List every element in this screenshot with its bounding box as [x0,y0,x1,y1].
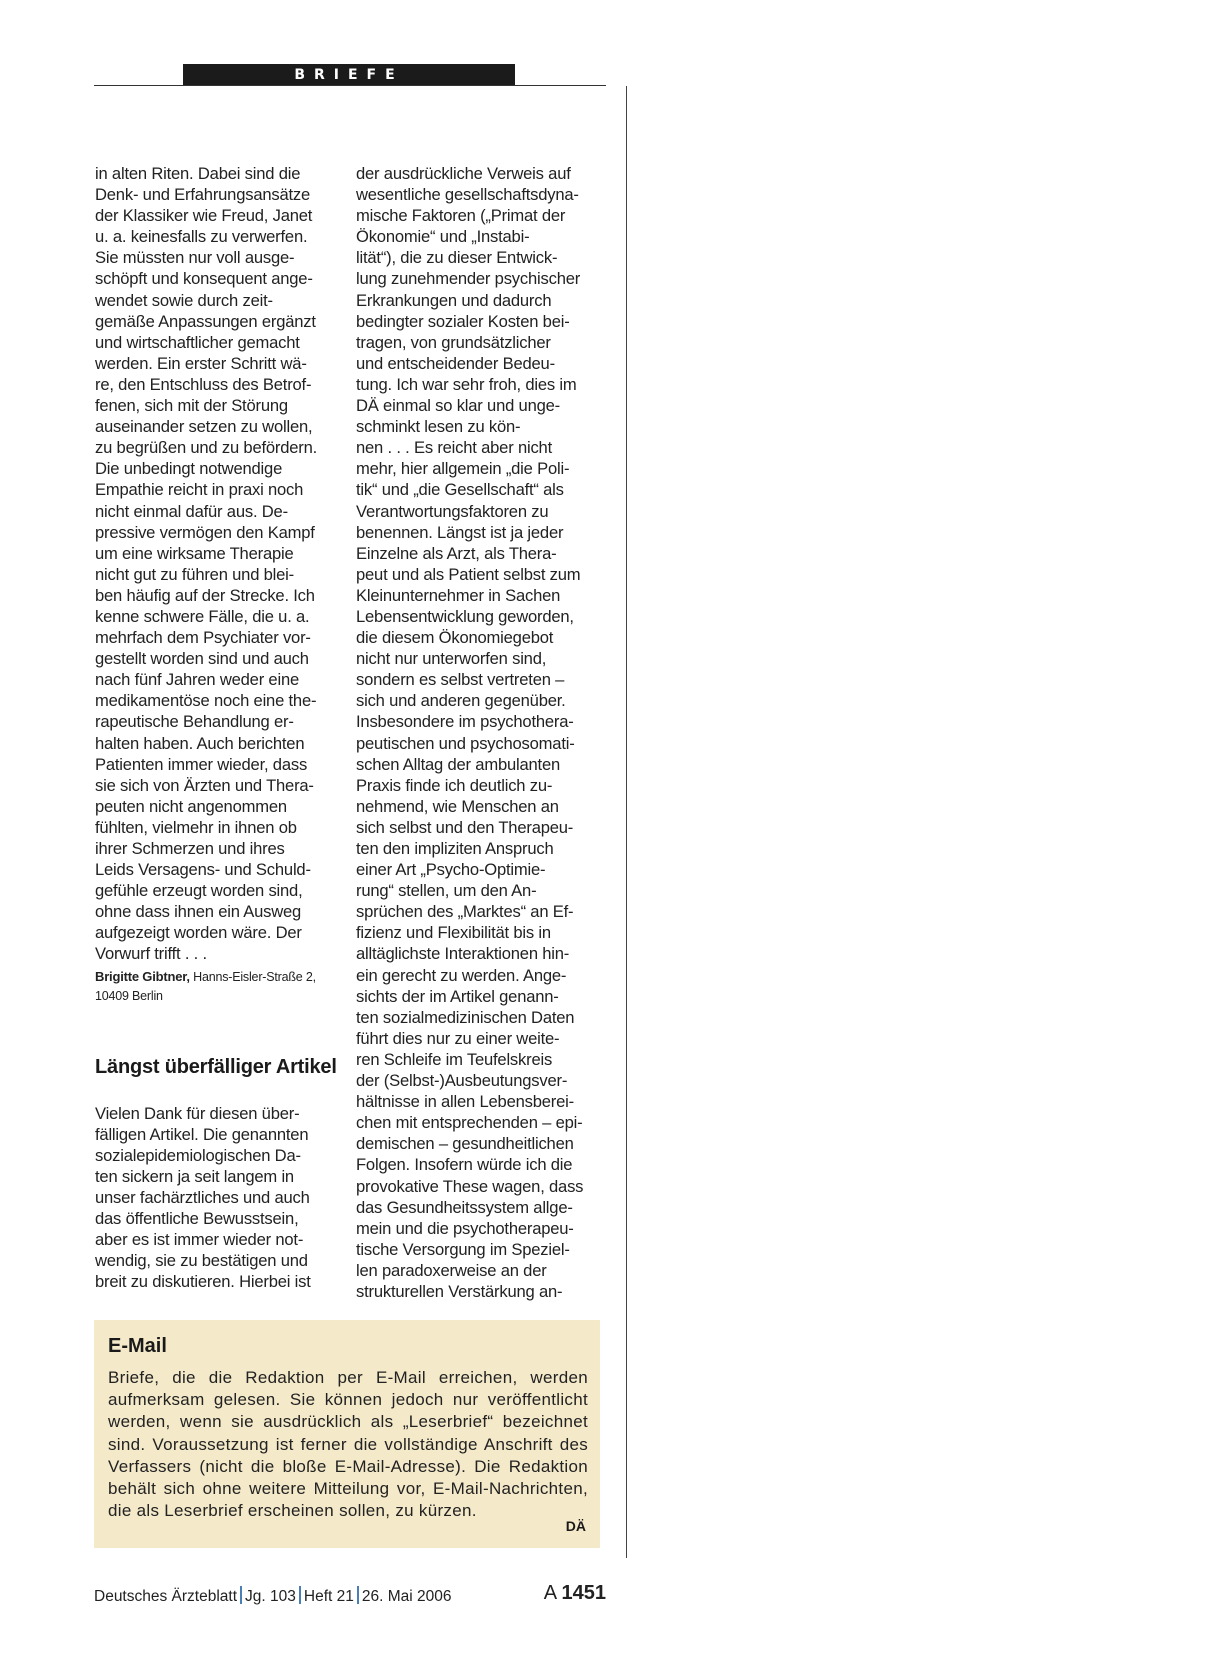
text-line: um eine wirksame Therapie [95,543,294,563]
header-rule [94,85,606,86]
text-line: mein und die psychotherapeu- [356,1218,574,1238]
text-line: mehr, hier allgemein „die Poli- [356,459,570,479]
text-line: fizienz und Flexibilität bis in [356,923,551,943]
text-line: ten sickern ja seit langem in [95,1166,294,1186]
text-line: sie sich von Ärzten und Thera- [95,775,314,795]
text-line: peuten nicht angenommen [95,796,287,816]
text-line: ein gerecht zu werden. Ange- [356,965,567,985]
text-line: tragen, von grundsätzlicher [356,332,551,352]
footer-separator [240,1586,242,1604]
text-line: gefühle erzeugt worden sind, [95,881,303,901]
text-line: unser fachärztliches und auch [95,1187,310,1207]
text-line: Die unbedingt notwendige [95,459,283,479]
text-line: Insbesondere im psychothera- [356,712,574,732]
text-line: nehmend, wie Menschen an [356,796,559,816]
text-line: aufgezeigt worden wäre. Der [95,923,302,943]
text-line: führt dies nur zu einer weite- [356,1028,560,1048]
text-line: schöpft und konsequent ange- [95,269,313,289]
text-line: re, den Entschluss des Betrof- [95,374,312,394]
text-line: in alten Riten. Dabei sind die [95,164,301,183]
text-line: strukturellen Verstärkung an- [356,1281,563,1301]
text-line: lität“), die zu dieser Entwick- [356,248,558,268]
text-line: auseinander setzen zu wollen, [95,417,313,437]
text-line: ten sozialmedizinischen Daten [356,1007,575,1027]
text-line: benennen. Längst ist ja jeder [356,522,564,542]
text-line: demischen – gesundheitlichen [356,1134,574,1154]
text-line: Empathie reicht in praxi noch [95,480,304,500]
text-line: sichts der im Artikel genann- [356,986,559,1006]
text-line: alltäglichste Interaktionen hin- [356,944,570,964]
text-line: der Klassiker wie Freud, Janet [95,206,313,226]
text-line: nicht gut zu führen und blei- [95,564,294,584]
text-line: nach fünf Jahren weder eine [95,670,300,690]
page-number-value: 1451 [561,1582,606,1604]
text-line: Ökonomie“ und „Instabi- [356,227,530,247]
text-line: und entscheidender Bedeu- [356,353,555,373]
text-line: sondern es selbst vertreten – [356,670,565,690]
footer-volume: Jg. 103 [245,1588,296,1605]
text-line: chen mit entsprechenden – epi- [356,1113,583,1133]
email-info-box [94,1320,600,1548]
text-line: sich und anderen gegenüber. [356,691,566,711]
text-line: Leids Versagens- und Schuld- [95,860,311,880]
text-line: Folgen. Insofern würde ich die [356,1155,573,1175]
text-line: gestellt worden sind und auch [95,649,309,669]
text-line: pressive vermögen den Kampf [95,522,315,542]
text-line: kenne schwere Fälle, die u. a. [95,606,310,626]
text-line: sich selbst und den Therapeu- [356,817,574,837]
text-line: tung. Ich war sehr froh, dies im [356,374,577,394]
text-line: das Gesundheitssystem allge- [356,1197,573,1217]
column-divider [626,86,627,1558]
letter-text [95,1103,345,1293]
text-line: nicht nur unterworfen sind, [356,649,547,669]
email-box-text: Briefe, die die Redaktion per E-Mail erreichen, werden aufmerksam gelesen. Sie können jedoch nur veröffentlicht werden, wenn sie ausdrücklich als „Leserbrief“ bezeichnet sind. Voraussetzung ist ferner die vollständige Anschrift des Verfassers (nicht die bloße E-Mail-Adresse). Die Redaktion behält sich ohne weitere Mitteilung vor, E-Mail-Nachrichten, die als Leserbrief erscheinen sollen, zu kürzen. [108,1368,588,1521]
footer-date: 26. Mai 2006 [361,1588,452,1605]
text-line: Vorwurf trifft . . . [95,944,207,964]
text-line: wesentliche gesellschaftsdyna- [356,185,579,205]
text-line: Kleinunternehmer in Sachen [356,585,561,605]
text-line: fenen, sich mit der Störung [95,396,288,416]
text-line: ben häufig auf der Strecke. Ich [95,585,315,605]
text-line: Praxis finde ich deutlich zu- [356,775,553,795]
text-line: len paradoxerweise an der [356,1260,547,1280]
section-header: BRIEFE [183,64,515,86]
text-line: und wirtschaftlicher gemacht [95,332,300,352]
text-line: rung“ stellen, um den An- [356,881,537,901]
email-box-title: E-Mail [108,1335,167,1357]
text-line: mische Faktoren („Primat der [356,206,566,226]
text-line: wendet sowie durch zeit- [95,290,273,310]
text-line: hältnisse in allen Lebensberei- [356,1092,574,1112]
text-line: ihrer Schmerzen und ihres [95,839,285,858]
text-line: der ausdrückliche Verweis auf [356,164,571,183]
letter-text [356,163,606,1302]
text-line: ohne dass ihnen ein Ausweg [95,902,302,922]
text-line: fühlten, vielmehr in ihnen ob [95,817,297,837]
text-line: werden. Ein erster Schritt wä- [95,353,307,373]
text-line: mehrfach dem Psychiater vor- [95,628,311,648]
text-line: sprüchen des „Marktes“ an Ef- [356,902,574,922]
page-number [544,1582,606,1605]
text-line: nicht einmal dafür aus. De- [95,501,288,521]
text-line: ren Schleife im Teufelskreis [356,1049,553,1069]
letter-column-1 [95,163,345,1292]
text-line: Sie müssten nur voll ausge- [95,248,295,268]
text-line: Erkrankungen und dadurch [356,290,552,310]
text-line: schminkt lesen zu kön- [356,417,521,437]
letter-signature [95,967,345,1006]
text-line: Einzelne als Arzt, als Thera- [356,543,557,563]
text-line: provokative These wagen, dass [356,1176,584,1196]
signature-name: Brigitte Gibtner, [95,968,190,984]
text-line: u. a. keinesfalls zu verwerfen. [95,227,308,247]
letter-heading: Längst überfälliger Artikel [95,1055,337,1078]
text-line: die diesem Ökonomiegebot [356,628,554,648]
footer-separator [299,1586,301,1604]
page-footer [94,1582,606,1612]
text-line: das öffentliche Bewusstsein, [95,1209,299,1229]
text-line: tische Versorgung im Speziel- [356,1239,570,1259]
page-prefix: A [543,1582,556,1604]
text-line: nen . . . Es reicht aber nicht [356,438,552,458]
text-line: der (Selbst-)Ausbeutungsver- [356,1071,568,1091]
text-line: bedingter sozialer Kosten bei- [356,311,570,331]
text-line: Lebensentwicklung geworden, [356,606,574,626]
text-line: peutischen und psychosomati- [356,733,575,753]
letter-column-2 [356,163,606,1302]
text-line: aber es ist immer wieder not- [95,1230,304,1250]
text-line: sozialepidemiologischen Da- [95,1145,301,1165]
text-line: schen Alltag der ambulanten [356,754,561,774]
text-line: halten haben. Auch berichten [95,733,305,753]
text-line: wendig, sie zu bestätigen und [95,1251,308,1271]
text-line: Vielen Dank für diesen über- [95,1103,300,1123]
text-line: zu begrüßen und zu befördern. [95,438,318,458]
text-line: lung zunehmender psychischer [356,269,581,289]
text-line: DÄ einmal so klar und unge- [356,396,560,416]
footer-journal: Deutsches Ärzteblatt [94,1588,238,1605]
email-box-signature: DÄ [565,1518,586,1534]
text-line: Verantwortungsfaktoren zu [356,501,549,521]
text-line: breit zu diskutieren. Hierbei ist [95,1272,311,1292]
text-line: ten den impliziten Anspruch [356,839,554,858]
text-line: fälligen Artikel. Die genannten [95,1124,309,1144]
text-line: einer Art „Psycho-Optimie- [356,860,546,880]
footer-issue: Heft 21 [303,1588,354,1605]
text-line: medikamentöse noch eine the- [95,691,317,711]
text-line: gemäße Anpassungen ergänzt [95,311,316,331]
signature-address: Hanns-Eisler-Straße 2, 10409 Berlin [95,969,316,1003]
text-line: Patienten immer wieder, dass [95,754,308,774]
text-line: rapeutische Behandlung er- [95,712,294,732]
text-line: peut und als Patient selbst zum [356,564,581,584]
text-line: Denk- und Erfahrungsansätze [95,185,311,205]
letter-text [95,163,345,965]
text-line: tik“ und „die Gesellschaft“ als [356,480,564,500]
footer-separator [357,1586,359,1604]
